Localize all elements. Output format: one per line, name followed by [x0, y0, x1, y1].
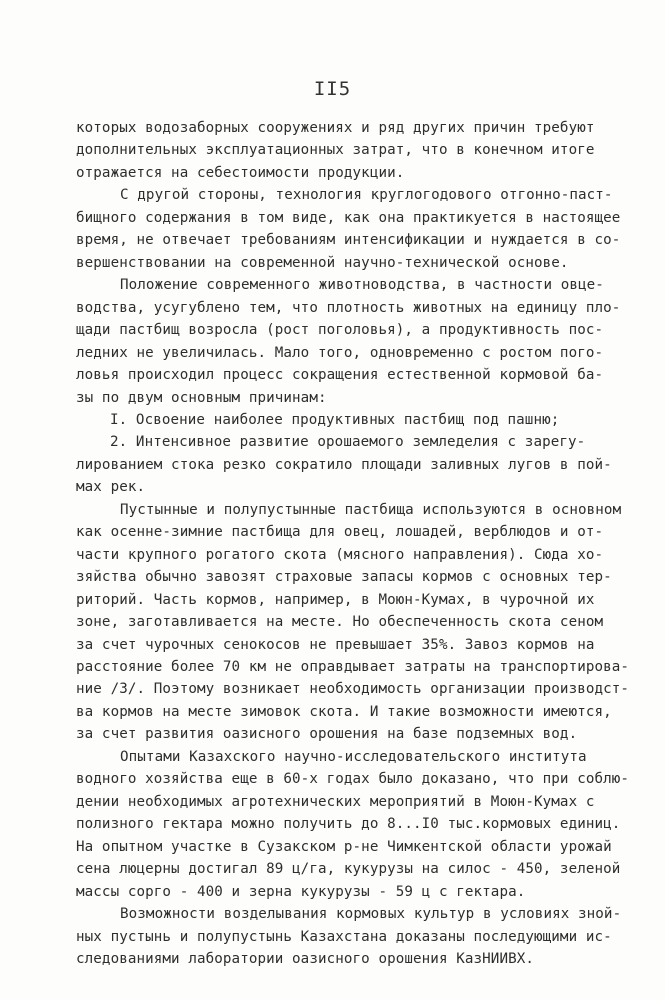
paragraph-first-line: Положение современного животноводства, в частности овце-: [120, 277, 604, 293]
text-line: части крупного рогатого скота (мясного направления). Сюда хо-: [76, 547, 604, 563]
text-line: за счет чурочных сенокосов не превышает 35%. Завоз кормов на: [76, 637, 595, 653]
text-line: за счет развития оазисного орошения на базе подземных вод.: [76, 726, 578, 742]
text-line: риторий. Часть кормов, например, в Моюн-Кумах, в чурочной их: [76, 592, 595, 608]
text-line: На опытном участке в Сузакском р-не Чимкентской области урожай: [76, 839, 612, 855]
text-line: водного хозяйства еще в 60-х годах было доказано, что при соблю-: [76, 771, 630, 787]
text-line: расстояние более 70 км не оправдывает затраты на транспортирова-: [76, 659, 630, 675]
text-line: ледних не увеличилась. Мало того, одновременно с ростом пого-: [76, 345, 604, 361]
text-line: бищного содержания в том виде, как она практикуется в настоящее: [76, 210, 621, 226]
text-line: массы сорго - 400 и зерна кукурузы - 59 ц с гектара.: [76, 884, 526, 900]
text-line: следованиями лаборатории оазисного орошения КазНИИВХ.: [76, 951, 535, 967]
text-line: ловья происходил процесс сокращения естественной кормовой ба-: [76, 367, 604, 383]
text-line: зоне, заготавливается на месте. Но обеспеченность скота сеном: [76, 614, 604, 630]
text-line: мах рек.: [76, 479, 146, 495]
page-number: II5: [313, 78, 352, 100]
text-line: сена люцерны достигал 89 ц/га, кукурузы на силос - 450, зеленой: [76, 861, 621, 877]
paragraph-first-line: Опытами Казахского научно-исследовательского института: [120, 749, 587, 765]
text-line: зяйства обычно завозят страховые запасы кормов с основных тер-: [76, 569, 612, 585]
text-line: которых водозаборных сооружениях и ряд других причин требуют: [76, 120, 595, 136]
text-line: отражается на себестоимости продукции.: [76, 165, 405, 181]
text-line: вершенствовании на современной научно-технической основе.: [76, 255, 569, 271]
paragraph-first-line: С другой стороны, технология круглогодового отгонно-паст-: [120, 187, 613, 203]
text-line: щади пастбищ возросла (рост поголовья), а продуктивность пос-: [76, 322, 604, 338]
text-line: лированием стока резко сократило площади заливных лугов в пой-: [76, 457, 612, 473]
text-line: как осенне-зимние пастбища для овец, лошадей, верблюдов и от-: [76, 524, 604, 540]
text-line: ние /3/. Поэтому возникает необходимость организации производст-: [76, 681, 630, 697]
paragraph-first-line: Возможности возделывания кормовых культур в условиях зной-: [120, 906, 622, 922]
text-line: ных пустынь и полупустынь Казахстана доказаны последующими ис-: [76, 929, 612, 945]
text-line: полизного гектара можно получить до 8...I0 тыс.кормовых единиц.: [76, 816, 621, 832]
text-line: время, не отвечает требованиям интенсификации и нуждается в со-: [76, 232, 621, 248]
text-line: водства, усугублено тем, что плотность животных на единицу пло-: [76, 300, 621, 316]
paragraph-first-line: Пустынные и полупустынные пастбища используются в основном: [120, 502, 622, 518]
text-line: ва кормов на месте зимовок скота. И такие возможности имеются,: [76, 704, 612, 720]
text-line: зы по двум основным причинам:: [76, 390, 327, 406]
text-line: дополнительных эксплуатационных затрат, что в конечном итоге: [76, 142, 595, 158]
list-item: I. Освоение наиболее продуктивных пастбищ под пашню;: [110, 412, 560, 428]
text-line: дении необходимых агротехнических мероприятий в Моюн-Кумах с: [76, 794, 595, 810]
list-item: 2. Интенсивное развитие орошаемого земледелия с зарегу-: [110, 434, 586, 450]
